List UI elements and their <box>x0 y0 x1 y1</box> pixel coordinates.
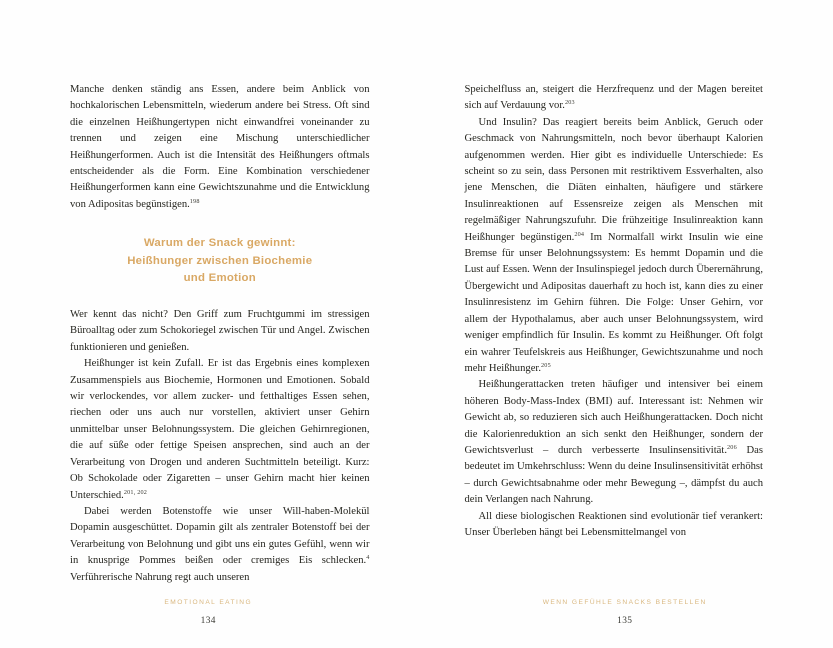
footnote-reference: 203 <box>564 99 575 107</box>
paragraph-text: Speichelfluss an, steigert die Herzfrequenz und der Magen bereitet sich auf Verdauung vor. <box>464 84 763 112</box>
footnote-reference: 206 <box>726 443 737 451</box>
right-page-footer <box>417 599 833 626</box>
page-number: 135 <box>617 616 633 626</box>
paragraph-text-continued: Im Normalfall wirkt Insulin wie eine Bremse für unser Belohnungssystem: Es hemmt Dopamin und die Lust auf Essen. Wenn der Insulinspiegel jedoch durch Überernährung, Übergewicht und Adipositas dauerhaft zu hoch ist, kann dies zu einer Insulinresistenz im Gehirn führen. Die Folge: Unser Gehirn, vor allem der Hypothalamus, aber auch unser Belohnungssystem, wird weniger empfindlich für Insulin. Es kommt zu Heißhunger. Oft folgt ein wahrer Teufelskreis aus Heißhunger, Gewichtszunahme und noch mehr Heißhunger. <box>464 231 763 374</box>
page-number: 134 <box>200 616 216 626</box>
section-heading <box>70 235 370 288</box>
footnote-reference-end: 205 <box>541 361 551 369</box>
paragraph <box>70 504 370 586</box>
section-heading-line-3: und Emotion <box>183 272 256 285</box>
footnote-reference: 198 <box>189 197 200 205</box>
left-page-footer <box>0 599 417 626</box>
right-page <box>417 0 833 648</box>
paragraph <box>70 356 370 504</box>
footnote-reference: 204 <box>574 230 585 238</box>
paragraph <box>465 115 764 378</box>
paragraph-text: All diese biologischen Reaktionen sind evolutionär tief verankert: Unser Überleben hängt bei Lebensmittelmangel von <box>464 510 763 538</box>
paragraph-text: Heißhunger ist kein Zufall. Er ist das Ergebnis eines komplexen Zusammenspiels aus Biochemie, Hormonen und Emotionen. Sobald wir verlockendes, vor allem zucker- und fetthaltiges Essen sehen, riechen oder uns auch nur vorstellen, aktiviert unser Gehirn unmittelbar unser Belohnungssystem. Die gleichen Gehirnregionen, die auf süße oder fettige Speisen ansprechen, sind auch an der Verarbeitung von Drogen und anderen Suchtmitteln beteiligt. Kurz: Ob Schokolade oder Zigaretten – unser Gehirn macht hier keinen Unterschied. <box>70 358 370 501</box>
right-page-text-block <box>465 82 764 541</box>
paragraph <box>465 509 764 542</box>
paragraph-text: Heißhungerattacken treten häufiger und intensiver bei einem höheren Body-Mass-Index (BMI) auf. Interessant ist: Nehmen wir Gewicht ab, so reduzieren sich auch Heißhungerattacken. Doch nicht die Kalorienreduktion an sich senkt den Heißhunger, sondern der Gewichtsverlust – durch verbesserte Insulinsensitivität. <box>464 379 763 456</box>
paragraph-text: Manche denken ständig ans Essen, andere beim Anblick von hochkalorischen Lebensmitteln, wiederum andere bei Stress. Oft sind die einzelnen Heißhungertypen nicht einwandfrei voneinander zu trennen und zeigen eine Mischung unterschiedlicher Heißhungerformen. Auch ist die Intensität des Heißhungers oftmals entscheidender als die Form. Eine Kombination verschiedener Heißhungerformen kann eine Gewichtszunahme und die Entwicklung von Adipositas begünstigen. <box>70 84 370 210</box>
footnote-reference: 4 <box>366 553 370 561</box>
running-head: EMOTIONAL EATING <box>164 599 253 606</box>
paragraph-text-continued: Das bedeutet im Umkehrschluss: Wenn du deine Insulinsensitivität erhöhst – durch Gewichtsabnahme oder mehr Bewegung –, dämpfst du auch dein Verlangen nach Nahrung. <box>464 444 763 506</box>
paragraph <box>70 82 370 213</box>
paragraph-text: Wer kennt das nicht? Den Griff zum Fruchtgummi im stressigen Büroalltag oder zum Schokoriegel zwischen Tür und Angel. Zwischen funktionieren und genießen. <box>70 309 370 353</box>
paragraph <box>70 307 370 356</box>
left-page-text-block <box>70 82 370 586</box>
paragraph <box>465 377 764 508</box>
footnote-reference: 201, 202 <box>123 488 148 496</box>
paragraph-text: Dabei werden Botenstoffe wie unser Will-haben-Molekül Dopamin ausgeschüttet. Dopamin gilt als zentraler Botenstoff bei der Verarbeitung von Belohnung und gibt uns ein gutes Gefühl, wenn wir in knusprige Pommes beißen oder cremiges Eis schlecken. <box>70 505 370 567</box>
paragraph <box>465 82 764 115</box>
section-heading-line-2: Heißhunger zwischen Biochemie <box>127 254 313 267</box>
running-head: WENN GEFÜHLE SNACKS BESTELLEN <box>542 599 707 606</box>
paragraph-text: Und Insulin? Das reagiert bereits beim Anblick, Geruch oder Geschmack von Nahrungsmitteln, noch bevor überhaupt Kalorien aufgenommen werden. Hier gibt es individuelle Unterschiede: Es scheint so zu sein, dass Personen mit restriktivem Essverhalten, also jene Menschen, die Diäten einhalten, häufigere und stärkere Insulinreaktionen auf Essensreize zeigen als Menschen mit regelmäßiger Nahrungszufuhr. Die frühzeitige Insulinreaktion kann Heißhunger begünstigen. <box>464 116 763 243</box>
section-heading-line-1: Warum der Snack gewinnt: <box>143 237 296 250</box>
paragraph-text-continued: Verführerische Nahrung regt auch unseren <box>70 571 250 583</box>
